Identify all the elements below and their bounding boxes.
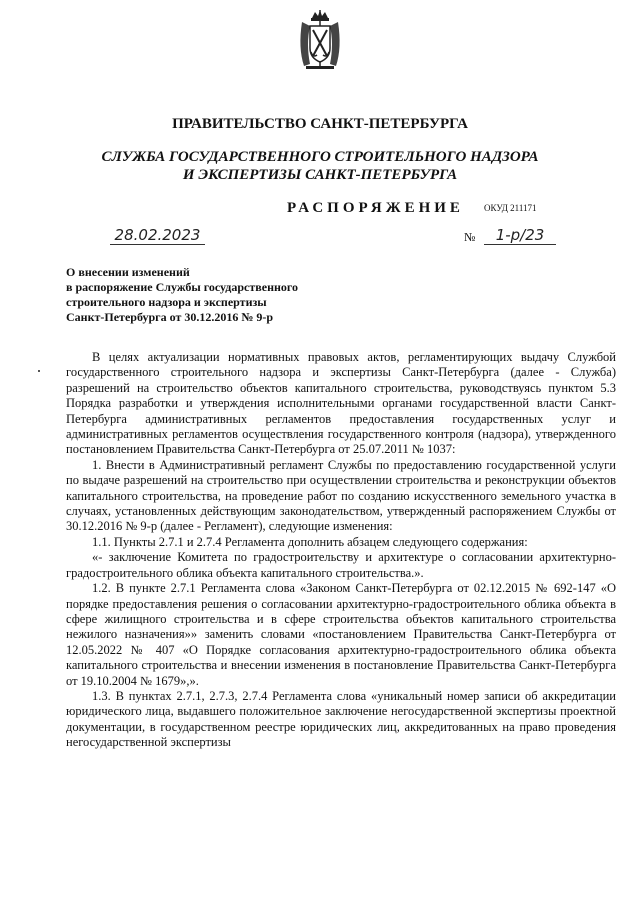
service-heading-line1: СЛУЖБА ГОСУДАРСТВЕННОГО СТРОИТЕЛЬНОГО НАДЗОРА <box>101 149 539 165</box>
service-heading-line2: И ЭКСПЕРТИЗЫ САНКТ-ПЕТЕРБУРГА <box>182 167 458 183</box>
order-subject <box>66 265 298 325</box>
coat-of-arms-icon <box>296 8 344 72</box>
order-number-label: № <box>464 230 476 244</box>
order-title: РАСПОРЯЖЕНИЕ <box>287 200 464 216</box>
subject-line1: О внесении изменений <box>66 265 190 279</box>
subject-line4: Санкт-Петербурга от 30.12.2016 № 9-р <box>66 310 274 324</box>
scan-speck <box>38 370 40 372</box>
subject-line2: в распоряжение Службы государственного <box>66 280 299 294</box>
preamble-paragraph: В целях актуализации нормативных правовых актов, регламентирующих выдачу Службой государственного строительного надзора и экспертизы Санкт-Петербурга (далее - Служба) разрешений на строительство объектов капитального строительства, руководствуясь пунктом 5.3 Порядка разработки и утверждения исполнительными органами государственной власти Санкт-Петербурга административных регламентов предоставления государственных услуг и административных регламентов осуществления государственного контроля (надзора), утвержденного постановлением Правительства Санкт-Петербурга от 25.07.2011 № 1037: <box>66 350 616 457</box>
item-1-1-paragraph: 1.1. Пункты 2.7.1 и 2.7.4 Регламента дополнить абзацем следующего содержания: <box>92 534 528 549</box>
item-1-2-paragraph: 1.2. В пункте 2.7.1 Регламента слова «Законом Санкт-Петербурга от 02.12.2015 № 692-147 «О порядке предоставления решения о согласовании архитектурно-градостроительного облика объекта в сфере жилищного строительства и в сфере строительства объектов капитального строительства нежилого назначения»» заменить словами «постановлением Правительства Санкт-Петербурга от 12.05.2022 № 407 «О Порядке согласования архитектурно-градостроительного облика объекта капитального строительства и внесении изменения в постановление Правительства Санкт-Петербурга от 19.10.2004 № 1679»,». <box>66 581 616 688</box>
item-1-3-paragraph: 1.3. В пунктах 2.7.1, 2.7.3, 2.7.4 Регламента слова «уникальный номер записи об аккредитации юридического лица, выдавшего положительное заключение негосударственной экспертизы проектной документации, в государственном реестре юридических лиц, аккредитованных на право проведения негосударственной экспертизы <box>66 688 616 750</box>
item-1-paragraph: 1. Внести в Административный регламент Службы по предоставлению государственной услуги по выдаче разрешений на строительство при осуществлении строительства и реконструкции объектов капитального строительства, на проведение работ по созданию искусственного земельного участка в случаях, установленных действующим законодательством, утвержденный распоряжением Службы от 30.12.2016 № 9-р (далее - Регламент), следующие изменения: <box>66 457 616 534</box>
service-heading <box>0 148 640 184</box>
document-body <box>66 350 616 751</box>
okud-code: ОКУД 211171 <box>484 203 537 213</box>
subject-line3: строительного надзора и экспертизы <box>66 295 267 309</box>
order-date: 28.02.2023 <box>110 226 205 245</box>
government-heading: ПРАВИТЕЛЬСТВО САНКТ-ПЕТЕРБУРГА <box>172 116 468 132</box>
order-number: 1-р/23 <box>484 226 556 245</box>
item-1-1-quote-paragraph: «- заключение Комитета по градостроительству и архитектуре о согласовании архитектурно-градостроительного облика объекта капитального строительства.». <box>66 550 616 580</box>
